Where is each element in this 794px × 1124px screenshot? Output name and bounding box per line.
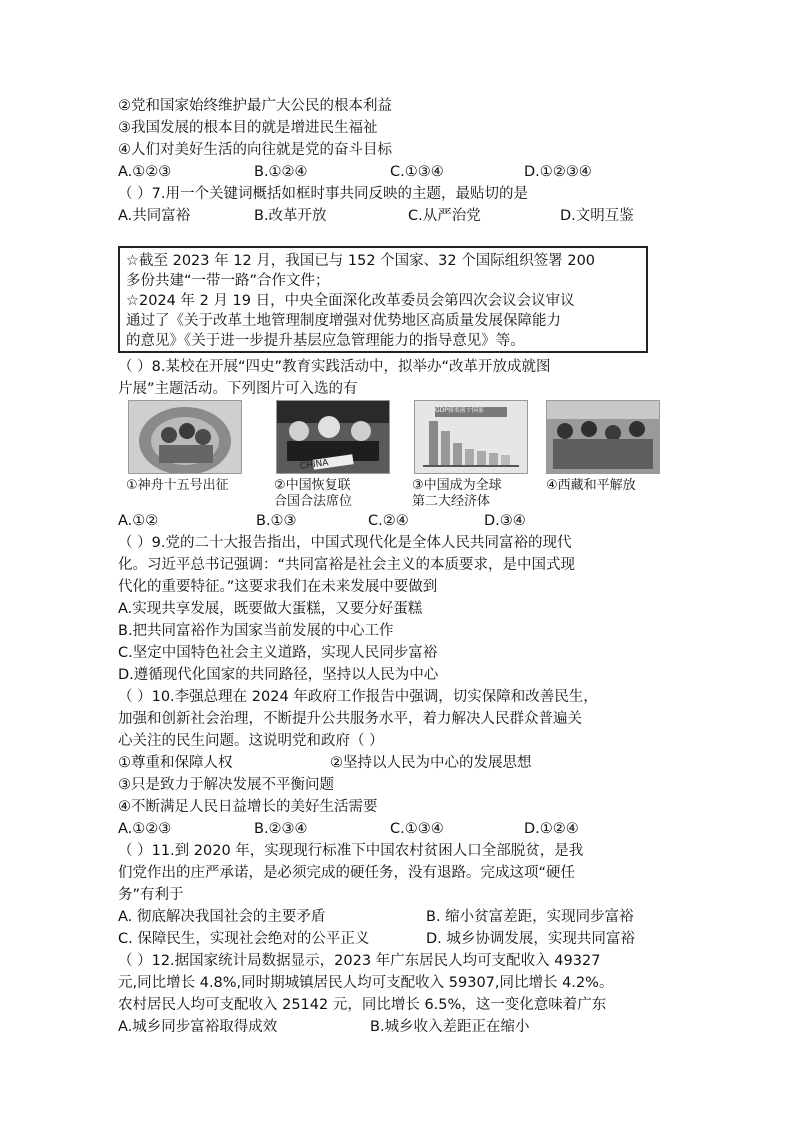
q10-statement-2: ②坚持以人民为中心的发展思想 bbox=[330, 755, 532, 771]
q8-option-a[interactable]: A.①② bbox=[118, 513, 159, 529]
q9-option-d[interactable]: D.遵循现代化国家的共同路径，坚持以人民为中心 bbox=[118, 667, 439, 683]
q11-stem-3: 务”有利于 bbox=[118, 887, 184, 903]
q10-option-d[interactable]: D.①②④ bbox=[524, 821, 579, 837]
q8-option-d[interactable]: D.③④ bbox=[484, 513, 526, 529]
news-line-4: 通过了《关于改革土地管理制度增强对优势地区高质量发展保障能力 bbox=[126, 313, 561, 329]
q6-option-a[interactable]: A.①②③ bbox=[118, 164, 172, 180]
caption-2-line-1: ②中国恢复联 bbox=[274, 478, 351, 493]
astronaut-photo bbox=[128, 400, 242, 474]
q12-option-a[interactable]: A.城乡同步富裕取得成效 bbox=[118, 1019, 278, 1035]
q11-option-a[interactable]: A. 彻底解决我国社会的主要矛盾 bbox=[118, 909, 326, 925]
caption-3-line-2: 第二大经济体 bbox=[412, 494, 491, 509]
q6-statement-3: ③我国发展的根本目的就是增进民生福祉 bbox=[118, 120, 378, 136]
caption-3-line-1: ③中国成为全球 bbox=[412, 478, 502, 493]
tibet-photo bbox=[546, 400, 660, 474]
q11-stem-1: （ ）11.到 2020 年，实现现行标准下中国农村贫困人口全部脱贫，是我 bbox=[118, 843, 584, 859]
q6-statement-2: ②党和国家始终维护最广大公民的根本利益 bbox=[118, 98, 392, 114]
caption-2-line-2: 合国合法席位 bbox=[274, 494, 353, 509]
q8-option-b[interactable]: B.①③ bbox=[256, 513, 297, 529]
q9-option-a[interactable]: A.实现共享发展，既要做大蛋糕，又要分好蛋糕 bbox=[118, 601, 423, 617]
q10-statement-1: ①尊重和保障人权 bbox=[118, 755, 233, 771]
q12-stem-2: 元,同比增长 4.8%,同时期城镇居民人均可支配收入 59307,同比增长 4.2%。 bbox=[118, 975, 614, 991]
caption-1: ①神舟十五号出征 bbox=[126, 478, 229, 493]
q10-stem-1: （ ）10.李强总理在 2024 年政府工作报告中强调，切实保障和改善民生， bbox=[118, 689, 598, 705]
q10-statement-4: ④不断满足人民日益增长的美好生活需要 bbox=[118, 799, 378, 815]
q8-option-c[interactable]: C.②④ bbox=[368, 513, 409, 529]
q10-option-c[interactable]: C.①③④ bbox=[390, 821, 444, 837]
q8-image-row bbox=[118, 400, 658, 508]
news-line-3: ☆2024 年 2 月 19 日，中央全面深化改革委员会第四次会议会议审议 bbox=[126, 293, 575, 309]
q11-option-b[interactable]: B. 缩小贫富差距，实现同步富裕 bbox=[426, 909, 634, 925]
news-line-1: ☆截至 2023 年 12 月，我国已与 152 个国家、32 个国际组织签署 200 bbox=[126, 253, 596, 269]
q7-option-a[interactable]: A.共同富裕 bbox=[118, 208, 191, 224]
q7-stem: （ ）7.用一个关键词概括如框时事共同反映的主题，最贴切的是 bbox=[118, 186, 528, 202]
chart-caption: GDP排名前十国家 bbox=[435, 407, 484, 414]
news-line-2: 多份共建“一带一路”合作文件； bbox=[126, 273, 330, 289]
q8-stem-2: 片展”主题活动。下列图片可入选的有 bbox=[118, 381, 358, 397]
q12-stem-1: （ ）12.据国家统计局数据显示，2023 年广东居民人均可支配收入 49327 bbox=[118, 953, 601, 969]
q10-option-b[interactable]: B.②③④ bbox=[254, 821, 308, 837]
q9-stem-1: （ ）9.党的二十大报告指出，中国式现代化是全体人民共同富裕的现代 bbox=[118, 535, 572, 551]
q11-stem-2: 们党作出的庄严承诺，是必须完成的硬任务，没有退路。完成这项“硬任 bbox=[118, 865, 576, 881]
q7-option-d[interactable]: D.文明互鉴 bbox=[560, 208, 634, 224]
q6-option-c[interactable]: C.①③④ bbox=[390, 164, 444, 180]
q6-option-d[interactable]: D.①②③④ bbox=[524, 164, 592, 180]
q10-stem-3: 心关注的民生问题。这说明党和政府（ ） bbox=[118, 733, 384, 749]
q11-option-d[interactable]: D. 城乡协调发展，实现共同富裕 bbox=[426, 931, 635, 947]
q7-option-c[interactable]: C.从严治党 bbox=[408, 208, 481, 224]
q10-stem-2: 加强和创新社会治理，不断提升公共服务水平，着力解决人民群众普遍关 bbox=[118, 711, 582, 727]
news-line-5: 的意见》《关于进一步提升基层应急管理能力的指导意见》等。 bbox=[126, 333, 525, 349]
china-banner: CHINA bbox=[299, 458, 330, 472]
q12-stem-3: 农村居民人均可支配收入 25142 元，同比增长 6.5%，这一变化意味着广东 bbox=[118, 997, 607, 1013]
q10-option-a[interactable]: A.①②③ bbox=[118, 821, 172, 837]
q12-option-b[interactable]: B.城乡收入差距正在缩小 bbox=[370, 1019, 530, 1035]
q7-news-box bbox=[118, 246, 648, 353]
caption-4: ④西藏和平解放 bbox=[546, 478, 636, 493]
q9-stem-2: 化。习近平总书记强调：“共同富裕是社会主义的本质要求，是中国式现 bbox=[118, 557, 576, 573]
q9-option-b[interactable]: B.把共同富裕作为国家当前发展的中心工作 bbox=[118, 623, 394, 639]
q11-option-c[interactable]: C. 保障民生，实现社会绝对的公平正义 bbox=[118, 931, 370, 947]
q6-option-b[interactable]: B.①②④ bbox=[254, 164, 308, 180]
q6-statement-4: ④人们对美好生活的向往就是党的奋斗目标 bbox=[118, 142, 392, 158]
q9-stem-3: 代化的重要特征。”这要求我们在未来发展中要做到 bbox=[118, 579, 438, 595]
q7-option-b[interactable]: B.改革开放 bbox=[254, 208, 327, 224]
q10-statement-3: ③只是致力于解决发展不平衡问题 bbox=[118, 777, 334, 793]
q9-option-c[interactable]: C.坚定中国特色社会主义道路，实现人民同步富裕 bbox=[118, 645, 438, 661]
q8-stem-1: （ ）8.某校在开展“四史”教育实践活动中，拟举办“改革开放成就图 bbox=[118, 359, 551, 375]
un-delegation-photo bbox=[276, 400, 390, 474]
